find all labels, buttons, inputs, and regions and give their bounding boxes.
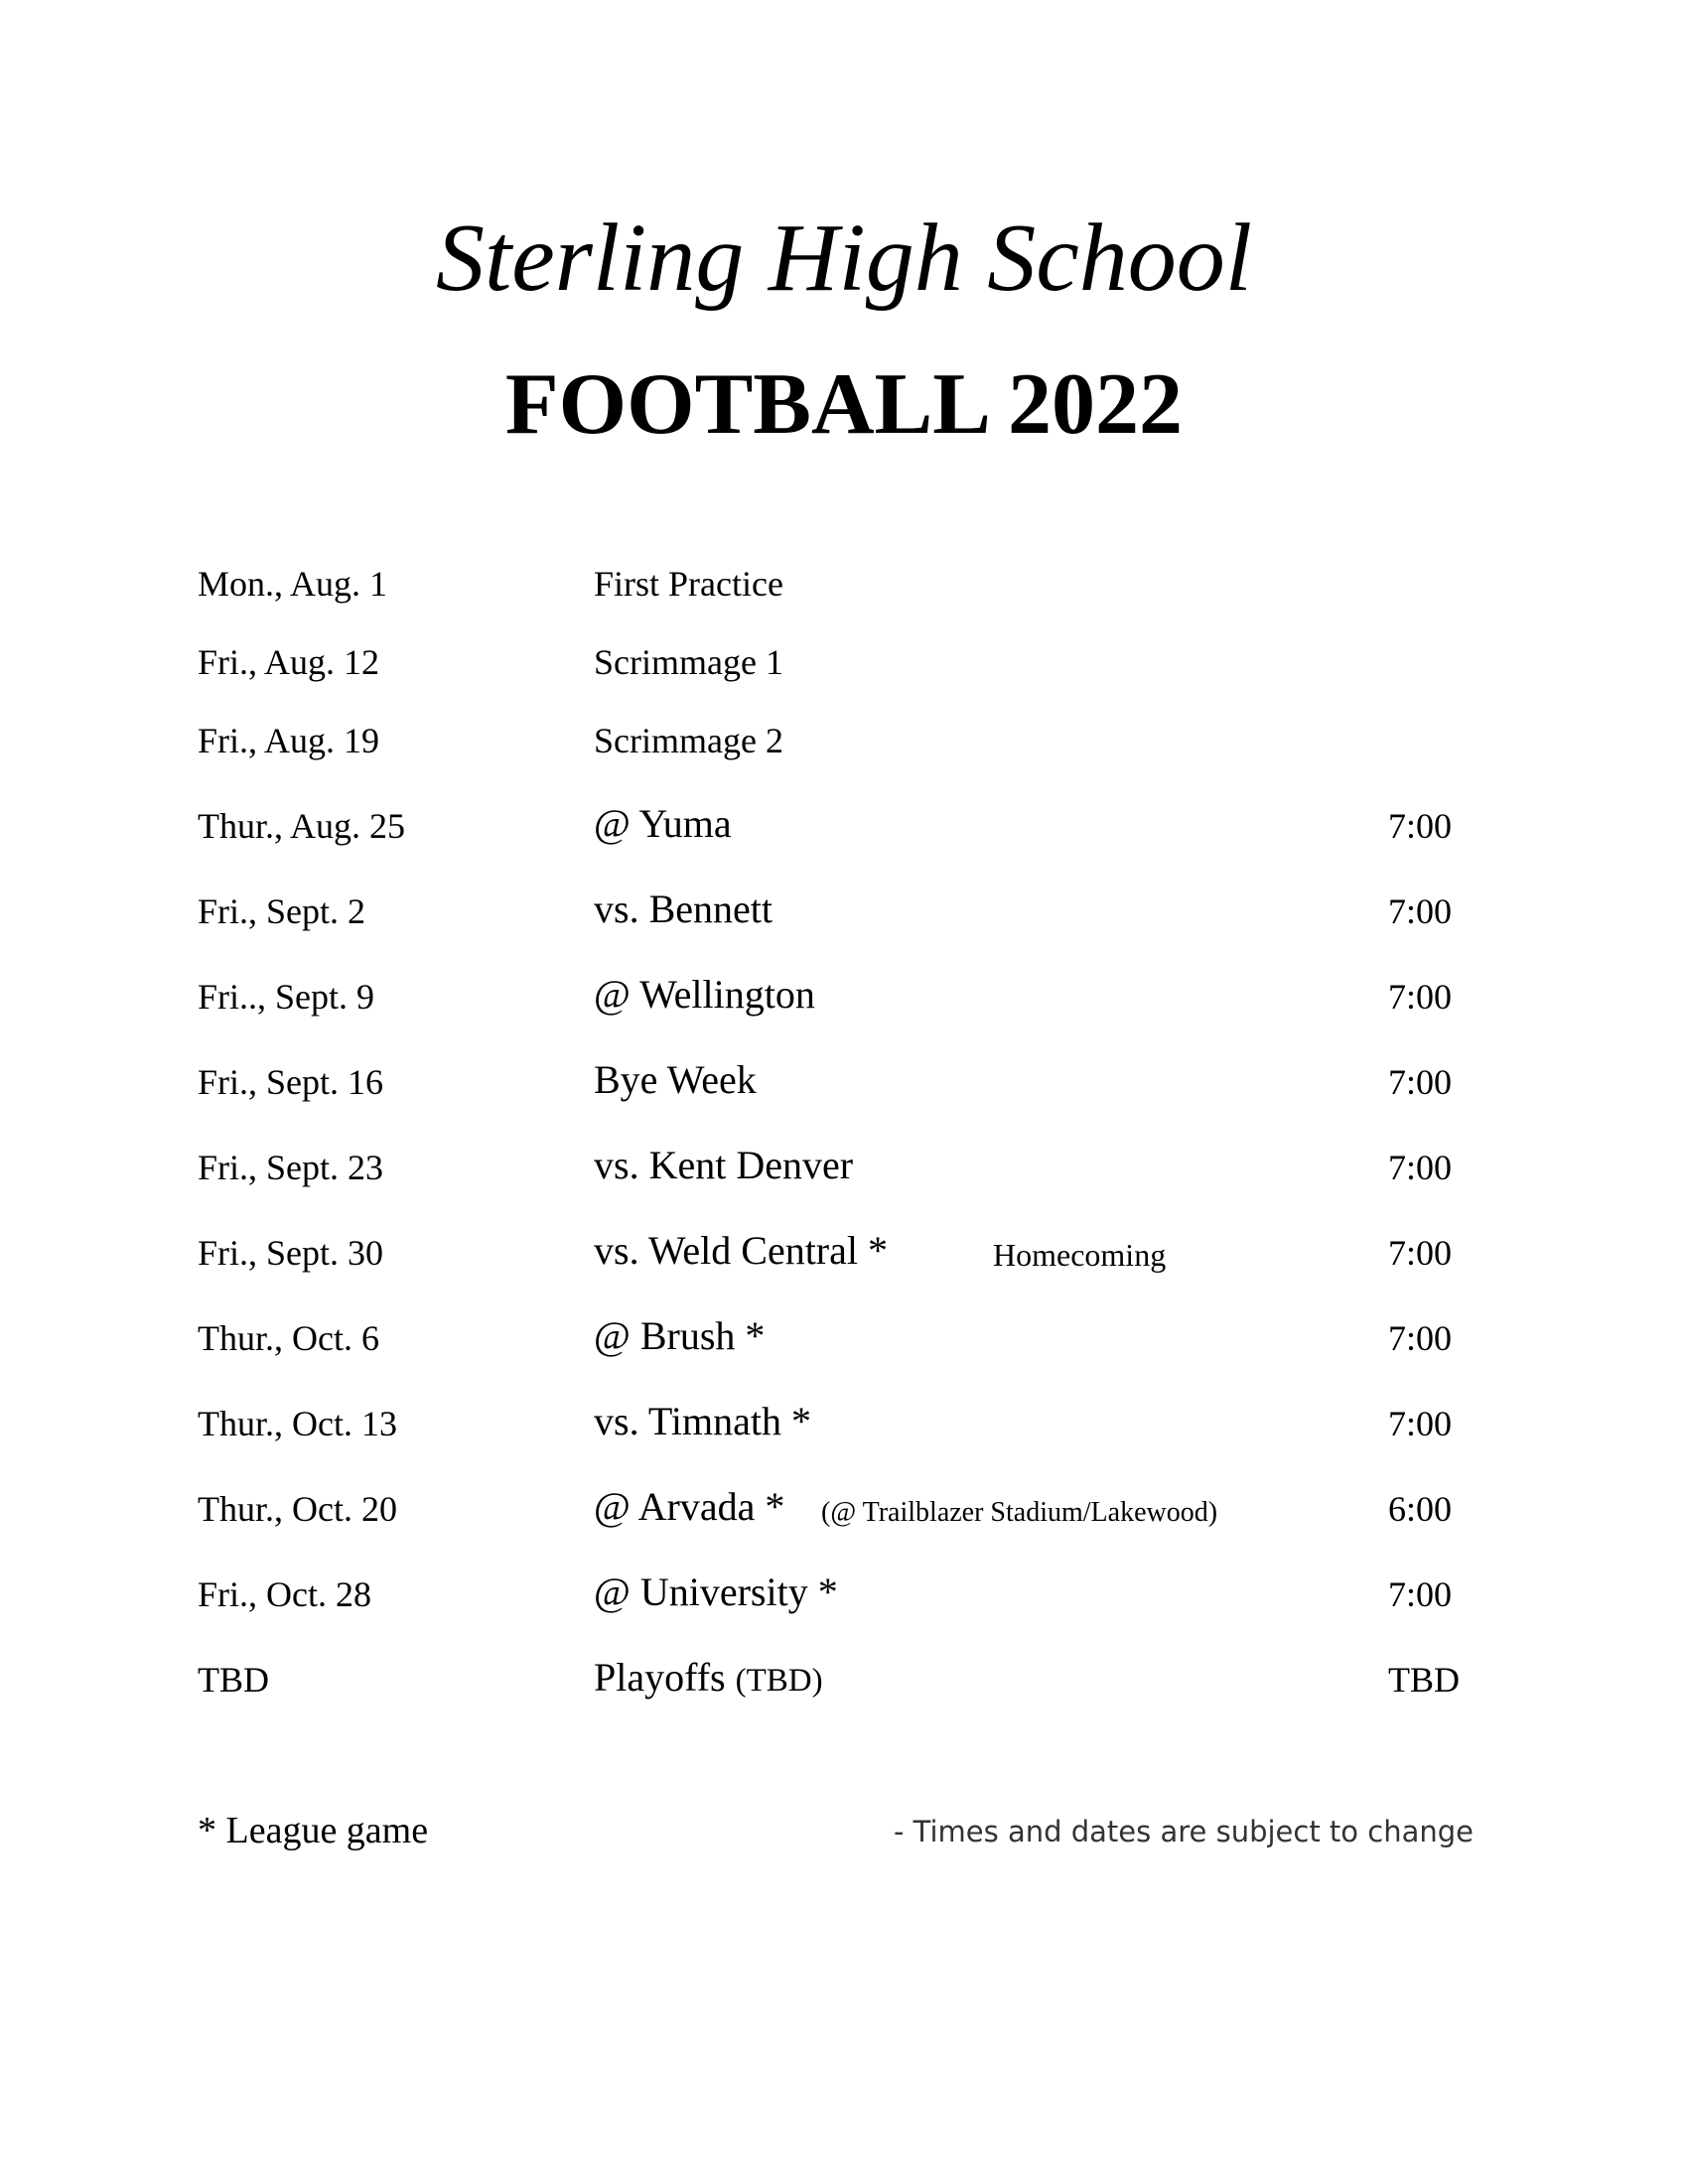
game-event <box>594 1655 823 1700</box>
schedule-row <box>0 784 1688 844</box>
league-game-legend: * League game <box>198 1810 429 1851</box>
game-date: TBD <box>198 1660 269 1700</box>
game-event: @ Arvada * <box>594 1484 785 1529</box>
schedule-row <box>0 1382 1688 1441</box>
game-time: 7:00 <box>1388 1404 1453 1443</box>
game-event: @ Yuma <box>594 801 732 846</box>
game-time: 7:00 <box>1388 891 1453 931</box>
game-date: Fri., Sept. 2 <box>198 891 366 931</box>
schedule-row <box>0 1040 1688 1100</box>
game-event-name: Playoffs <box>594 1655 726 1700</box>
sport-title: FOOTBALL 2022 <box>504 356 1184 453</box>
game-event: vs. Timnath * <box>594 1399 811 1443</box>
game-time: 7:00 <box>1388 806 1453 846</box>
game-time: 6:00 <box>1388 1489 1453 1529</box>
schedule-row <box>0 870 1688 929</box>
schedule-row <box>0 1297 1688 1356</box>
game-date: Fri., Sept. 16 <box>198 1062 384 1102</box>
game-date: Thur., Aug. 25 <box>198 806 406 846</box>
game-event: @ Brush * <box>594 1313 766 1358</box>
game-event-suffix: (TBD) <box>735 1663 823 1699</box>
schedule-row <box>0 955 1688 1015</box>
schedule-row <box>0 1211 1688 1271</box>
game-date: Thur., Oct. 20 <box>198 1489 397 1529</box>
game-event: vs. Weld Central * <box>594 1228 888 1273</box>
game-date: Mon., Aug. 1 <box>198 564 388 604</box>
game-event: vs. Kent Denver <box>594 1143 854 1187</box>
game-time: 7:00 <box>1388 1318 1453 1358</box>
game-event: Scrimmage 2 <box>594 721 783 760</box>
game-date: Fri., Sept. 23 <box>198 1148 384 1187</box>
game-venue-note: (@ Trailblazer Stadium/Lakewood) <box>821 1497 1218 1528</box>
schedule-row <box>0 620 1688 680</box>
game-event: vs. Bennett <box>594 887 773 931</box>
game-date: Thur., Oct. 13 <box>198 1404 397 1443</box>
game-event: Scrimmage 1 <box>594 642 783 682</box>
game-date: Thur., Oct. 6 <box>198 1318 379 1358</box>
game-time: TBD <box>1388 1660 1460 1700</box>
game-event: Bye Week <box>594 1057 757 1102</box>
game-date: Fri., Aug. 19 <box>198 721 380 760</box>
schedule-row <box>0 699 1688 758</box>
game-time: 7:00 <box>1388 1233 1453 1273</box>
schedule-row <box>0 1553 1688 1612</box>
school-title: Sterling High School <box>435 205 1253 312</box>
game-date: Fri., Aug. 12 <box>198 642 380 682</box>
game-date: Fri.., Sept. 9 <box>198 977 375 1017</box>
game-time: 7:00 <box>1388 1148 1453 1187</box>
schedule-row <box>0 1126 1688 1185</box>
game-date: Fri., Sept. 30 <box>198 1233 384 1273</box>
schedule-row <box>0 1638 1688 1698</box>
schedule-disclaimer: - Times and dates are subject to change <box>894 1815 1474 1848</box>
game-time: 7:00 <box>1388 977 1453 1017</box>
schedule-row <box>0 542 1688 602</box>
game-date: Fri., Oct. 28 <box>198 1574 371 1614</box>
game-event: @ University * <box>594 1570 838 1614</box>
game-event: First Practice <box>594 564 783 604</box>
game-time: 7:00 <box>1388 1062 1453 1102</box>
game-note: Homecoming <box>993 1237 1167 1273</box>
game-time: 7:00 <box>1388 1574 1453 1614</box>
game-event: @ Wellington <box>594 972 815 1017</box>
schedule-row <box>0 1467 1688 1527</box>
